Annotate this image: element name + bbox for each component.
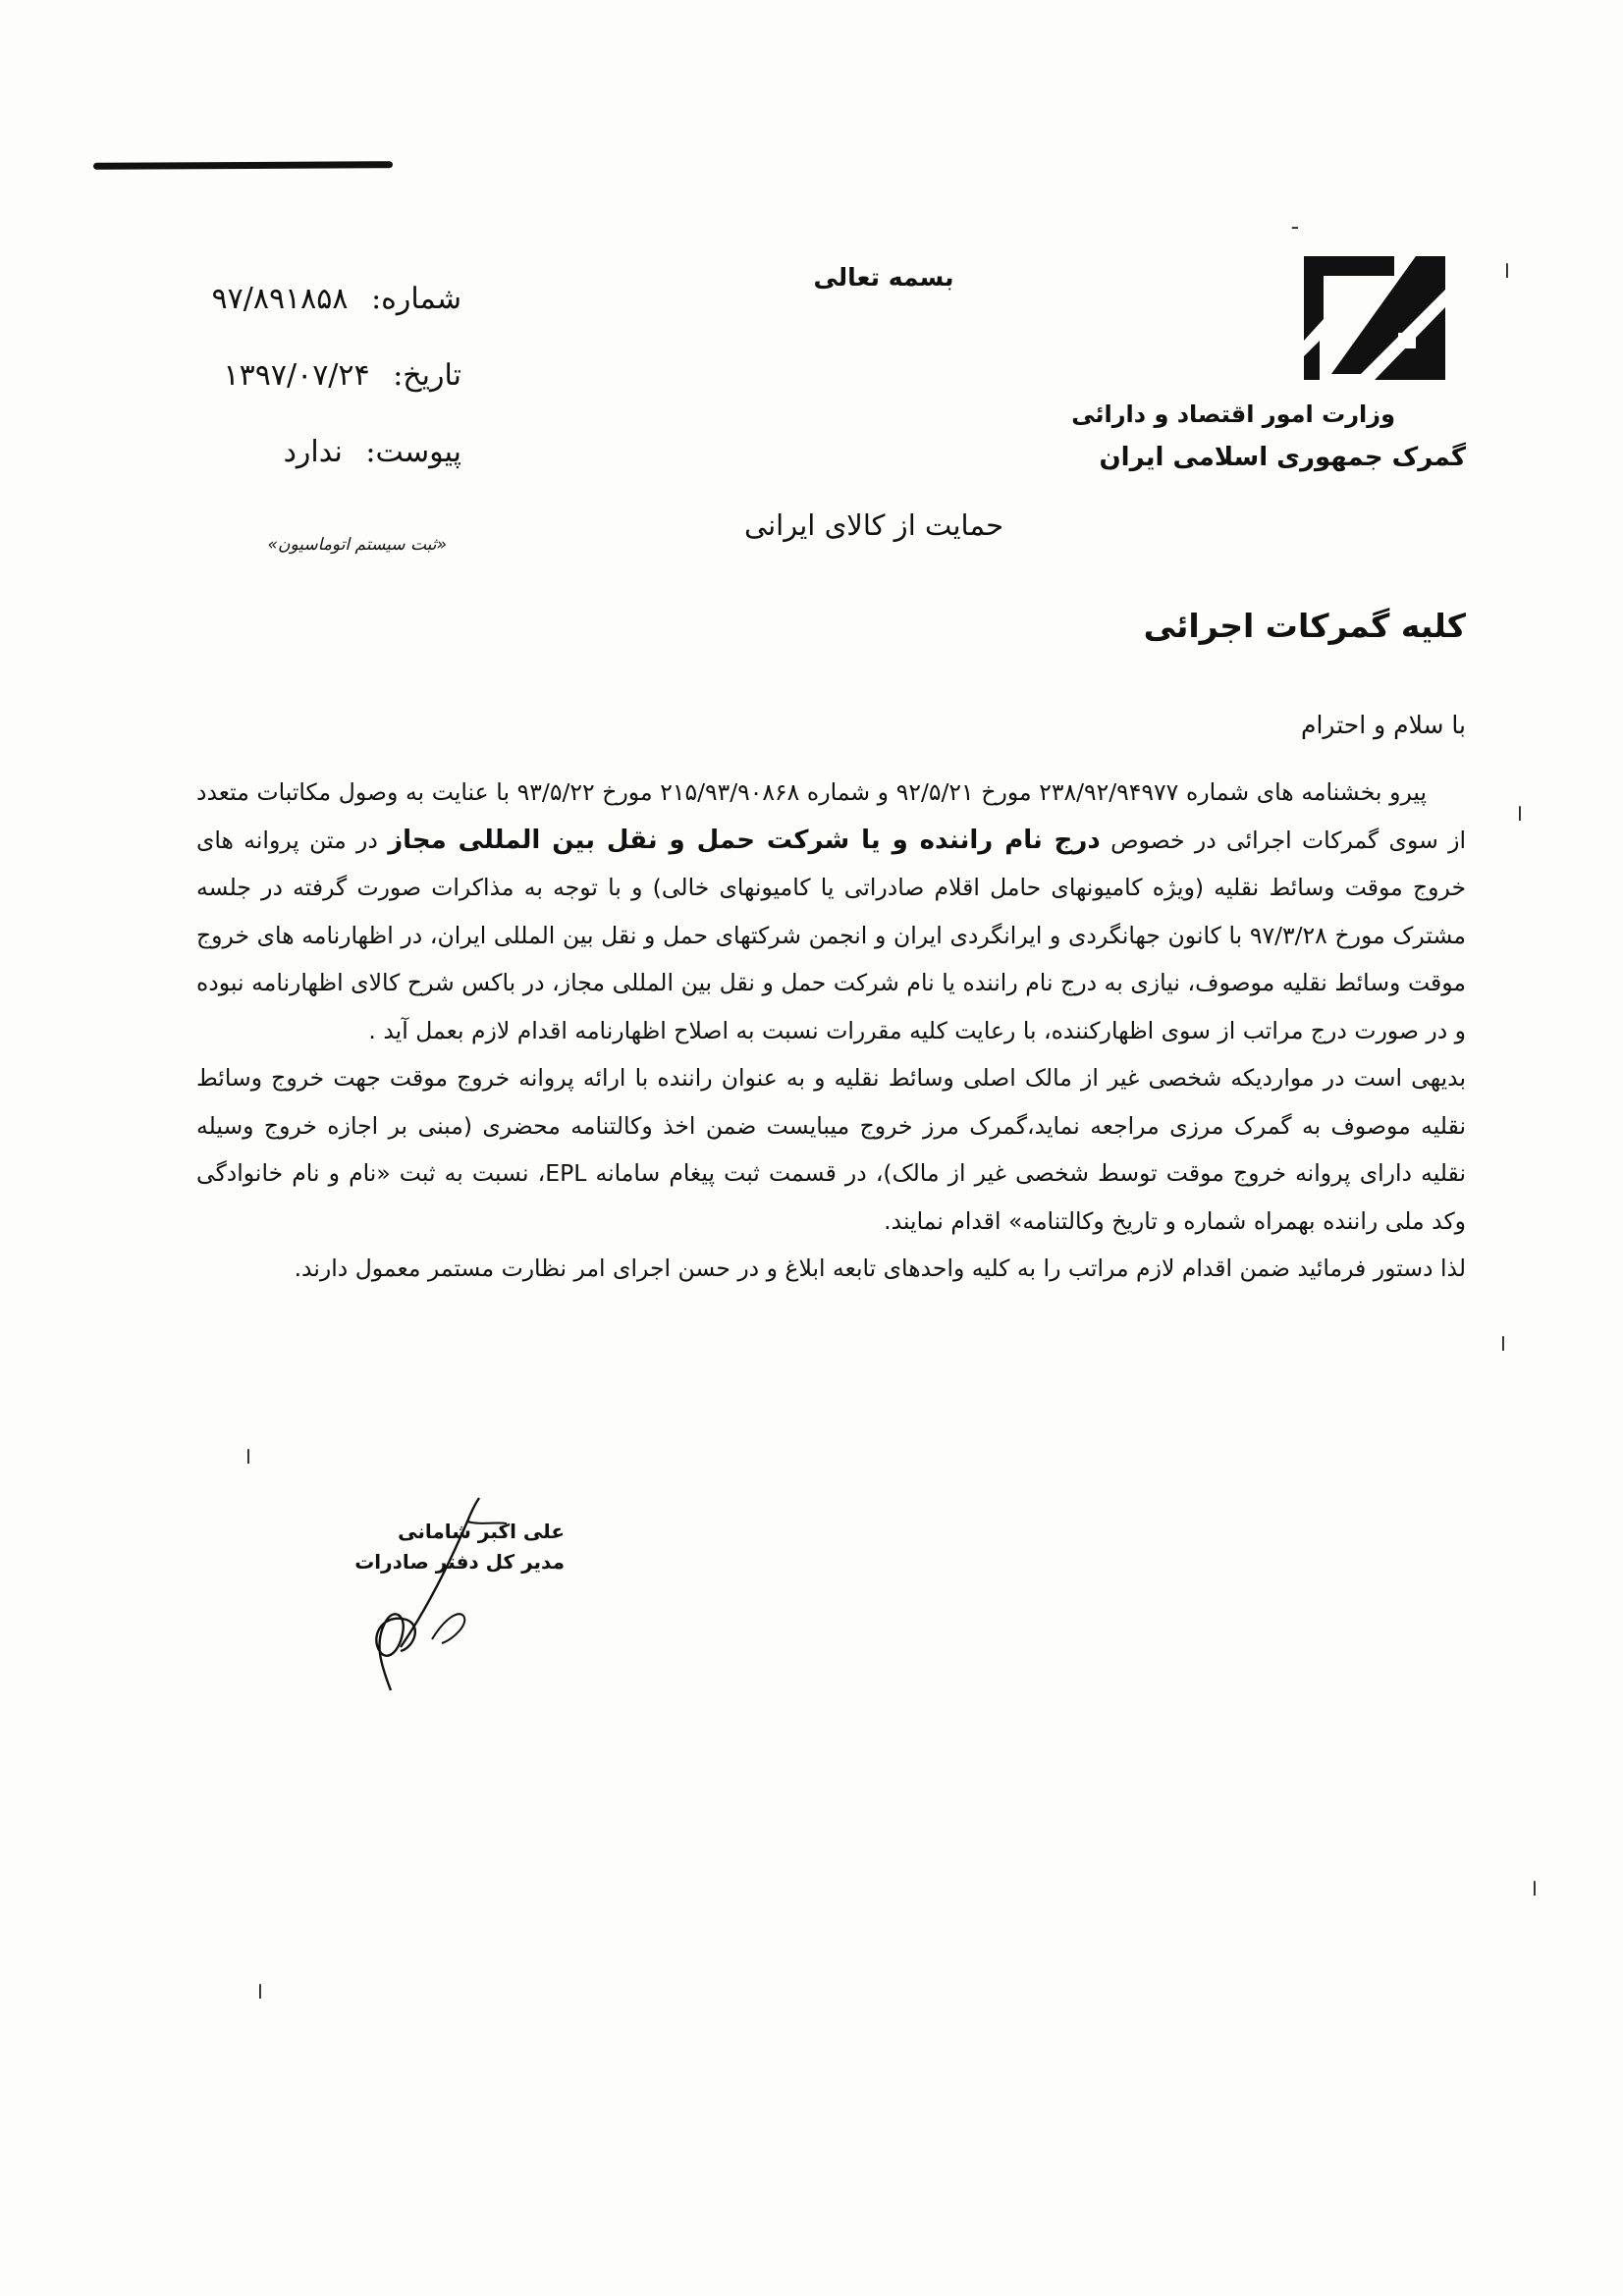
letter-date-value: ۱۳۹۷/۰۷/۲۴ [223, 358, 370, 393]
organization-name: گمرک جمهوری اسلامی ایران [1099, 443, 1466, 472]
letter-number-value: ۹۷/۸۹۱۸۵۸ [211, 282, 349, 316]
attachment-label: پیوست: [365, 435, 461, 469]
invocation-heading: بسمه تعالی [813, 263, 954, 292]
scan-speck: ׀ [1504, 257, 1510, 281]
handwritten-signature-icon [285, 1482, 609, 1698]
signatory-block [339, 1517, 565, 1577]
ministry-name: وزارت امور اقتصاد و دارائی [1071, 400, 1395, 428]
letter-date-row [167, 356, 461, 396]
body-paragraph-1-start: پیرو بخشنامه های شماره ۲۳۸/۹۲/۹۴۹۷۷ مورخ ۹۲/۵/۲۱ و شماره ۲۱۵/۹۳/۹۰۸۶۸ مورخ ۹۳/۵/۲۲ با عنایت به وصول مکاتبات متعدد از سوی گمرکات اجرائی در خصوص [196, 778, 1466, 854]
letter-body [196, 769, 1466, 1293]
customs-emblem-icon [1296, 250, 1453, 388]
scan-speck: ׀ [1500, 1330, 1506, 1354]
signatory-name: علی اکبر شامانی [398, 1520, 565, 1543]
scan-speck: ׀ [257, 1978, 263, 2002]
slogan-line: حمایت از کالای ایرانی [743, 508, 1004, 542]
recipient-heading: کلیه گمرکات اجرائی [1143, 607, 1466, 645]
body-paragraph-1 [196, 769, 1466, 1054]
signatory-title: مدیر کل دفتر صادرات [354, 1550, 565, 1574]
body-paragraph-1-end: در متن پروانه های خروج موقت وسائط نقلیه (ویژه کامیونهای حامل اقلام صادراتی یا کامیونهای خالی) و با توجه به مذاکرات صورت گرفته در جلسه مشترک مورخ ۹۷/۳/۲۸ با کانون جهانگردی و ایرانگردی ایران و انجمن شرکتهای حمل و نقل بین المللی ایران، در اظهارنامه های خروج موقت وسائط نقلیه موصوف، نیازی به درج نام راننده یا نام شرکت حمل و نقل بین المللی مجاز، در باکس شرح کالای اظهارنامه نبوده و در صورت درج مراتب از سوی اظهارکننده، با رعایت کلیه مقررات نسبت به اصلاح اظهارنامه اقدام لازم بعمل آید . [196, 826, 1466, 1044]
scan-speck: ـ [1292, 210, 1298, 234]
greeting-line: با سلام و احترام [1301, 711, 1466, 739]
auto-registration-note: «ثبت سیستم اتوماسیون» [267, 535, 447, 555]
scan-speck: ׀ [1532, 1875, 1538, 1898]
attachment-row [167, 433, 461, 472]
body-paragraph-2: بدیهی است در مواردیکه شخصی غیر از مالک اصلی وسائط نقلیه و به عنوان راننده با ارائه پروانه خروج موقت جهت خروج وسائط نقلیه موصوف به گمرک مرزی مراجعه نماید،گمرک مرز خروج میبایست ضمن اخذ وکالتنامه محضری (مبنی بر اجازه خروج وسیله نقلیه دارای پروانه خروج موقت توسط شخصی غیر از مالک)، در قسمت ثبت پیغام سامانه EPL، نسبت به ثبت «نام و نام خانوادگی وکد ملی راننده بهمراه شماره و تاریخ وکالتنامه» اقدام نمایند. [196, 1064, 1466, 1235]
scan-speck: ׀ [1517, 800, 1523, 824]
organization-block [1054, 393, 1466, 479]
top-rule-divider [93, 161, 393, 170]
body-paragraph-1-emphasis: درج نام راننده و یا شرکت حمل و نقل بین المللی مجاز [388, 825, 1101, 855]
body-paragraph-3: لذا دستور فرمائید ضمن اقدام لازم مراتب را به کلیه واحدهای تابعه ابلاغ و در حسن اجرای امر نظارت مستمر معمول دارند. [294, 1255, 1466, 1282]
letter-number-row [167, 280, 461, 319]
scan-speck: ׀ [245, 1443, 251, 1467]
letter-number-label: شماره: [371, 282, 461, 316]
letter-meta [167, 280, 461, 509]
letter-date-label: تاریخ: [393, 358, 461, 393]
attachment-value: ندارد [283, 435, 343, 469]
